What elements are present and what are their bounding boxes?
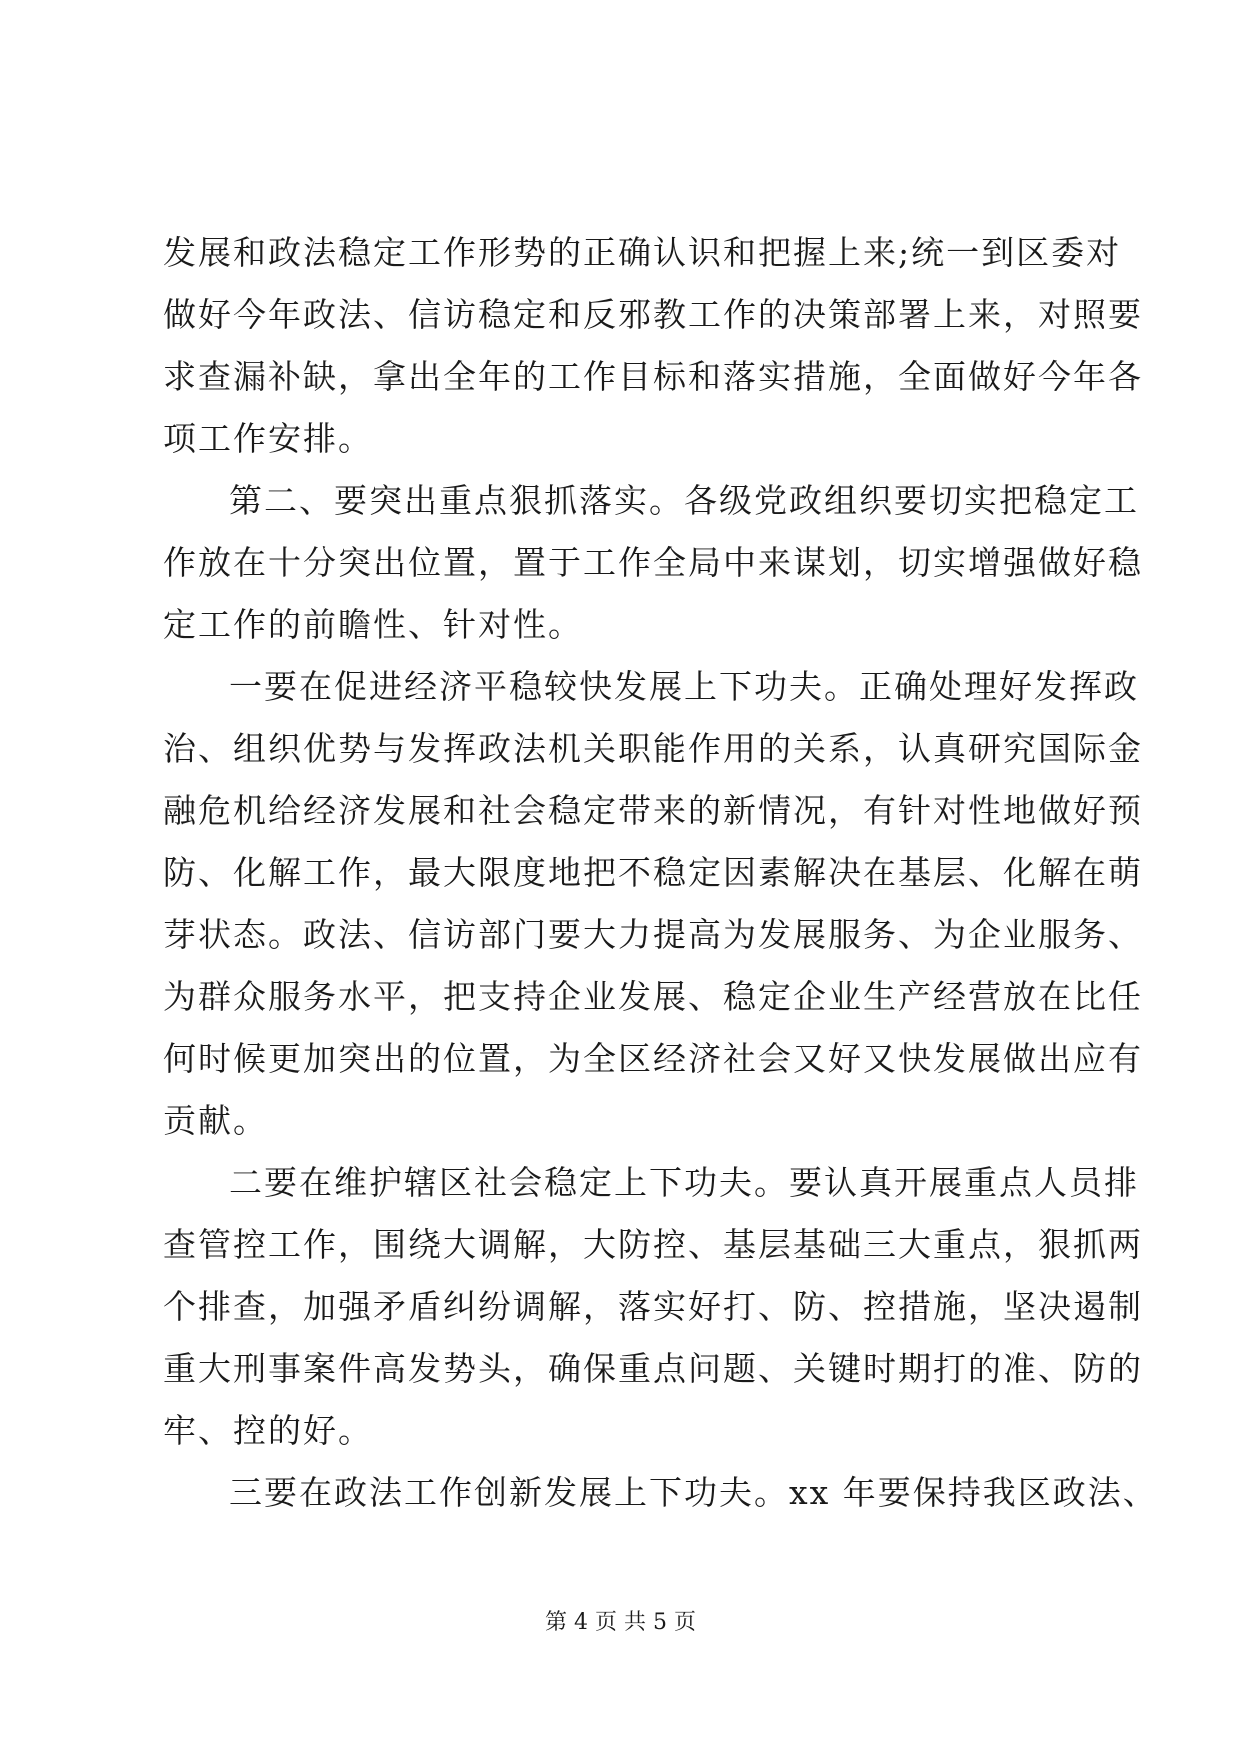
text-line: 芽状态。政法、信访部门要大力提高为发展服务、为企业服务、 [163, 915, 1143, 954]
text-line: 防、化解工作，最大限度地把不稳定因素解决在基层、化解在萌 [163, 853, 1143, 892]
text-line: 贡献。 [163, 1101, 268, 1140]
page-number-footer: 第 4 页 共 5 页 [545, 1610, 696, 1635]
text-line: 融危机给经济发展和社会稳定带来的新情况，有针对性地做好预 [163, 791, 1143, 830]
text-line: 发展和政法稳定工作形势的正确认识和把握上来;统一到区委对 [163, 233, 1122, 272]
document-body [163, 222, 1158, 1524]
text-line: 重大刑事案件高发势头，确保重点问题、关键时期打的准、防的 [163, 1349, 1143, 1388]
paragraph [163, 222, 1143, 470]
paragraph [163, 1462, 1158, 1524]
text-line: 第二、要突出重点狠抓落实。各级党政组织要切实把稳定工 [229, 481, 1139, 520]
text-line: 定工作的前瞻性、针对性。 [163, 605, 583, 644]
text-line: 何时候更加突出的位置，为全区经济社会又好又快发展做出应有 [163, 1039, 1143, 1078]
paragraph [163, 470, 1143, 656]
text-line: 三要在政法工作创新发展上下功夫。xx 年要保持我区政法、 [229, 1473, 1158, 1512]
text-line: 做好今年政法、信访稳定和反邪教工作的决策部署上来，对照要 [163, 295, 1143, 334]
text-line: 二要在维护辖区社会稳定上下功夫。要认真开展重点人员排 [229, 1163, 1139, 1202]
text-line: 求查漏补缺，拿出全年的工作目标和落实措施，全面做好今年各 [163, 357, 1143, 396]
text-line: 为群众服务水平，把支持企业发展、稳定企业生产经营放在比任 [163, 977, 1143, 1016]
text-line: 个排查，加强矛盾纠纷调解，落实好打、防、控措施，坚决遏制 [163, 1287, 1143, 1326]
paragraph [163, 656, 1143, 1152]
text-line: 治、组织优势与发挥政法机关职能作用的关系，认真研究国际金 [163, 729, 1143, 768]
text-line: 一要在促进经济平稳较快发展上下功夫。正确处理好发挥政 [229, 667, 1139, 706]
text-line: 牢、控的好。 [163, 1411, 373, 1450]
paragraph [163, 1152, 1143, 1462]
text-line: 项工作安排。 [163, 419, 373, 458]
text-line: 作放在十分突出位置，置于工作全局中来谋划，切实增强做好稳 [163, 543, 1143, 582]
text-line: 查管控工作，围绕大调解，大防控、基层基础三大重点，狠抓两 [163, 1225, 1143, 1264]
